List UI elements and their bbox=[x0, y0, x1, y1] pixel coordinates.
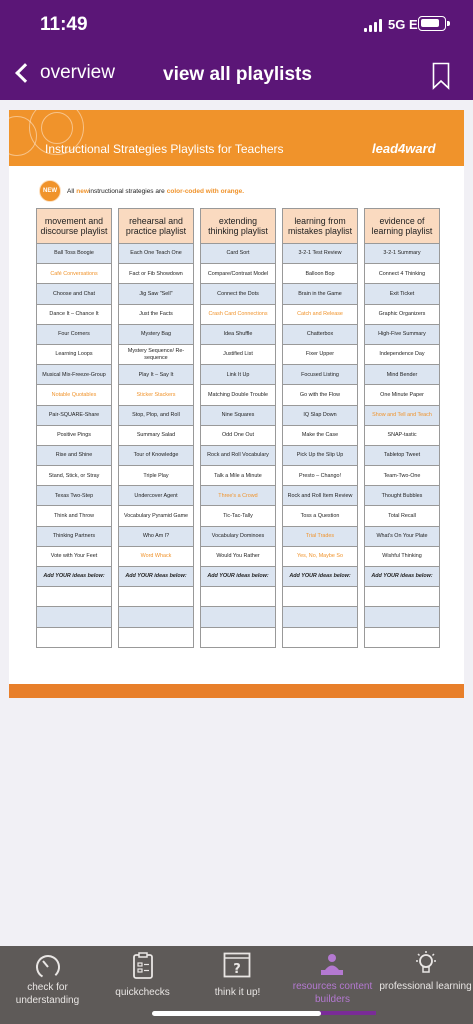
tab-label: professional learning bbox=[379, 981, 472, 992]
strategy-cell: Talk a Mile a Minute bbox=[200, 466, 276, 486]
blank-idea-cell bbox=[282, 607, 358, 627]
lead4ward-logo: lead4ward bbox=[372, 141, 436, 156]
strategy-cell: Learning Loops bbox=[36, 345, 112, 365]
tab-label: resources content builders bbox=[292, 981, 373, 1005]
blank-idea-cell bbox=[364, 628, 440, 648]
strategy-cell: Fact or Fib Showdown bbox=[118, 264, 194, 284]
blank-idea-cell bbox=[200, 587, 276, 607]
strategy-cell: IQ Slap Down bbox=[282, 406, 358, 426]
lightbulb-icon bbox=[413, 950, 439, 978]
strategy-cell: Texas Two-Step bbox=[36, 486, 112, 506]
playlist-header: movement and discourse playlist bbox=[36, 208, 112, 244]
strategy-cell: Rock and Roll Vocabulary bbox=[200, 446, 276, 466]
strategy-cell: Go with the Flow bbox=[282, 385, 358, 405]
strategy-cell: Mind Bender bbox=[364, 365, 440, 385]
blank-idea-cell bbox=[364, 587, 440, 607]
playlist-column bbox=[282, 208, 358, 648]
top-bar bbox=[0, 0, 473, 100]
strategy-cell: One Minute Paper bbox=[364, 385, 440, 405]
back-button[interactable] bbox=[12, 62, 115, 84]
new-strategies-note: NEW All new instructional strategies are color-coded with orange. bbox=[39, 180, 244, 202]
strategy-cell: Crash Card Connections bbox=[200, 305, 276, 325]
strategy-cell: Catch and Release bbox=[282, 305, 358, 325]
clipboard-icon bbox=[132, 952, 154, 980]
blank-idea-cell bbox=[200, 607, 276, 627]
add-ideas-label: Add YOUR ideas below: bbox=[36, 567, 112, 587]
playlist-column bbox=[36, 208, 112, 648]
strategy-cell: Word Whack bbox=[118, 547, 194, 567]
strategy-cell: Triple Play bbox=[118, 466, 194, 486]
playlist-table bbox=[36, 208, 440, 648]
strategy-cell: Would You Rather bbox=[200, 547, 276, 567]
strategy-cell: Make the Case bbox=[282, 426, 358, 446]
strategy-cell: Four Corners bbox=[36, 325, 112, 345]
strategy-cell: Positive Pings bbox=[36, 426, 112, 446]
strategy-cell: Team-Two-One bbox=[364, 466, 440, 486]
bookmark-icon[interactable] bbox=[432, 62, 450, 90]
strategy-cell: Summary Salad bbox=[118, 426, 194, 446]
playlist-header: extending thinking playlist bbox=[200, 208, 276, 244]
document-header bbox=[9, 110, 464, 166]
page-title: view all playlists bbox=[163, 64, 312, 85]
home-indicator bbox=[152, 1011, 321, 1016]
network-type: 5G E bbox=[388, 17, 418, 32]
strategy-cell: 3-2-1 Summary bbox=[364, 244, 440, 264]
strategy-cell: Yes, No, Maybe So bbox=[282, 547, 358, 567]
strategy-cell: Focused Listing bbox=[282, 365, 358, 385]
strategy-cell: Trial Trades bbox=[282, 527, 358, 547]
strategy-cell: Exit Ticket bbox=[364, 284, 440, 304]
blank-idea-cell bbox=[36, 628, 112, 648]
strategy-cell: 3-2-1 Test Review bbox=[282, 244, 358, 264]
strategy-cell: Link It Up bbox=[200, 365, 276, 385]
strategy-cell: Connect the Dots bbox=[200, 284, 276, 304]
strategy-cell: Dance It – Chance It bbox=[36, 305, 112, 325]
strategy-cell: Stand, Stick, or Stray bbox=[36, 466, 112, 486]
strategy-cell: Tabletop Tweet bbox=[364, 446, 440, 466]
blank-idea-cell bbox=[282, 587, 358, 607]
strategy-cell: Toss a Question bbox=[282, 506, 358, 526]
strategy-cell: High-Five Summary bbox=[364, 325, 440, 345]
document-title: Instructional Strategies Playlists for Teachers bbox=[45, 142, 284, 156]
strategy-cell: Card Sort bbox=[200, 244, 276, 264]
signal-icon bbox=[364, 18, 384, 32]
blank-idea-cell bbox=[36, 607, 112, 627]
battery-icon bbox=[418, 16, 446, 31]
status-time: 11:49 bbox=[40, 14, 88, 35]
playlist-column bbox=[118, 208, 194, 648]
strategy-cell: Ball Toss Boogie bbox=[36, 244, 112, 264]
strategy-cell: Tic-Tac-Tally bbox=[200, 506, 276, 526]
playlist-column bbox=[364, 208, 440, 648]
strategy-cell: Compare/Contrast Model bbox=[200, 264, 276, 284]
question-window-icon bbox=[223, 952, 251, 978]
strategy-cell: Sticker Stackers bbox=[118, 385, 194, 405]
playlist-column bbox=[200, 208, 276, 648]
presenter-icon bbox=[318, 951, 346, 977]
strategy-cell: Undercover Agent bbox=[118, 486, 194, 506]
strategy-cell: Presto – Chango! bbox=[282, 466, 358, 486]
strategy-cell: Mystery Sequence/ Re-sequence bbox=[118, 345, 194, 365]
back-label: overview bbox=[40, 62, 115, 83]
strategy-cell: Stop, Plop, and Roll bbox=[118, 406, 194, 426]
strategy-cell: Rise and Shine bbox=[36, 446, 112, 466]
strategy-cell: Vocabulary Pyramid Game bbox=[118, 506, 194, 526]
strategy-cell: Each One Teach One bbox=[118, 244, 194, 264]
strategy-cell: Independence Day bbox=[364, 345, 440, 365]
strategy-cell: Pair-SQUARE-Share bbox=[36, 406, 112, 426]
strategy-cell: Balloon Bop bbox=[282, 264, 358, 284]
add-ideas-label: Add YOUR ideas below: bbox=[118, 567, 194, 587]
new-badge: NEW bbox=[39, 180, 61, 202]
strategy-cell: Wishful Thinking bbox=[364, 547, 440, 567]
strategy-cell: Vocabulary Dominoes bbox=[200, 527, 276, 547]
blank-idea-cell bbox=[118, 607, 194, 627]
strategy-cell: Jig Saw "Sell" bbox=[118, 284, 194, 304]
strategy-cell: Think and Throw bbox=[36, 506, 112, 526]
strategy-cell: Café Conversations bbox=[36, 264, 112, 284]
blank-idea-cell bbox=[200, 628, 276, 648]
blank-idea-cell bbox=[282, 628, 358, 648]
blank-idea-cell bbox=[36, 587, 112, 607]
svg-text:?: ? bbox=[233, 962, 241, 977]
add-ideas-label: Add YOUR ideas below: bbox=[282, 567, 358, 587]
strategy-cell: Thought Bubbles bbox=[364, 486, 440, 506]
strategy-cell: Nine Squares bbox=[200, 406, 276, 426]
strategy-cell: Who Am I? bbox=[118, 527, 194, 547]
strategy-cell: Just the Facts bbox=[118, 305, 194, 325]
strategy-cell: SNAP-tastic bbox=[364, 426, 440, 446]
tab-label: check for understanding bbox=[15, 982, 80, 1006]
strategy-cell: Mystery Bag bbox=[118, 325, 194, 345]
strategy-cell: Connect 4 Thinking bbox=[364, 264, 440, 284]
strategy-cell: Play It – Say It bbox=[118, 365, 194, 385]
add-ideas-label: Add YOUR ideas below: bbox=[200, 567, 276, 587]
strategy-cell: Choose and Chat bbox=[36, 284, 112, 304]
blank-idea-cell bbox=[118, 628, 194, 648]
strategy-cell: Rock and Roll Item Review bbox=[282, 486, 358, 506]
strategy-cell: Total Recall bbox=[364, 506, 440, 526]
strategy-cell: Brain in the Game bbox=[282, 284, 358, 304]
chevron-left-icon bbox=[15, 63, 35, 83]
strategy-cell: Fixer Upper bbox=[282, 345, 358, 365]
strategy-cell: Musical Mix-Freeze-Group bbox=[36, 365, 112, 385]
strategy-cell: Matching Double Trouble bbox=[200, 385, 276, 405]
strategy-cell: Three's a Crowd bbox=[200, 486, 276, 506]
strategy-cell: Show and Tell and Teach bbox=[364, 406, 440, 426]
tab-label: think it up! bbox=[214, 987, 261, 998]
playlist-header: evidence of learning playlist bbox=[364, 208, 440, 244]
strategy-cell: Pick Up the Slip Up bbox=[282, 446, 358, 466]
strategy-cell: What's On Your Plate bbox=[364, 527, 440, 547]
tab-label: quickchecks bbox=[115, 987, 170, 998]
add-ideas-label: Add YOUR ideas below: bbox=[364, 567, 440, 587]
strategy-cell: Chatterbox bbox=[282, 325, 358, 345]
playlist-header: rehearsal and practice playlist bbox=[118, 208, 194, 244]
blank-idea-cell bbox=[364, 607, 440, 627]
strategy-cell: Graphic Organizers bbox=[364, 305, 440, 325]
strategy-cell: Thinking Partners bbox=[36, 527, 112, 547]
playlist-header: learning from mistakes playlist bbox=[282, 208, 358, 244]
strategy-cell: Notable Quotables bbox=[36, 385, 112, 405]
strategy-cell: Idea Shuffle bbox=[200, 325, 276, 345]
gauge-icon bbox=[34, 953, 62, 981]
document-footer bbox=[9, 684, 464, 698]
strategy-cell: Odd One Out bbox=[200, 426, 276, 446]
strategy-cell: Tour of Knowledge bbox=[118, 446, 194, 466]
blank-idea-cell bbox=[118, 587, 194, 607]
playlist-document bbox=[9, 110, 464, 698]
strategy-cell: Vote with Your Feet bbox=[36, 547, 112, 567]
strategy-cell: Justified List bbox=[200, 345, 276, 365]
